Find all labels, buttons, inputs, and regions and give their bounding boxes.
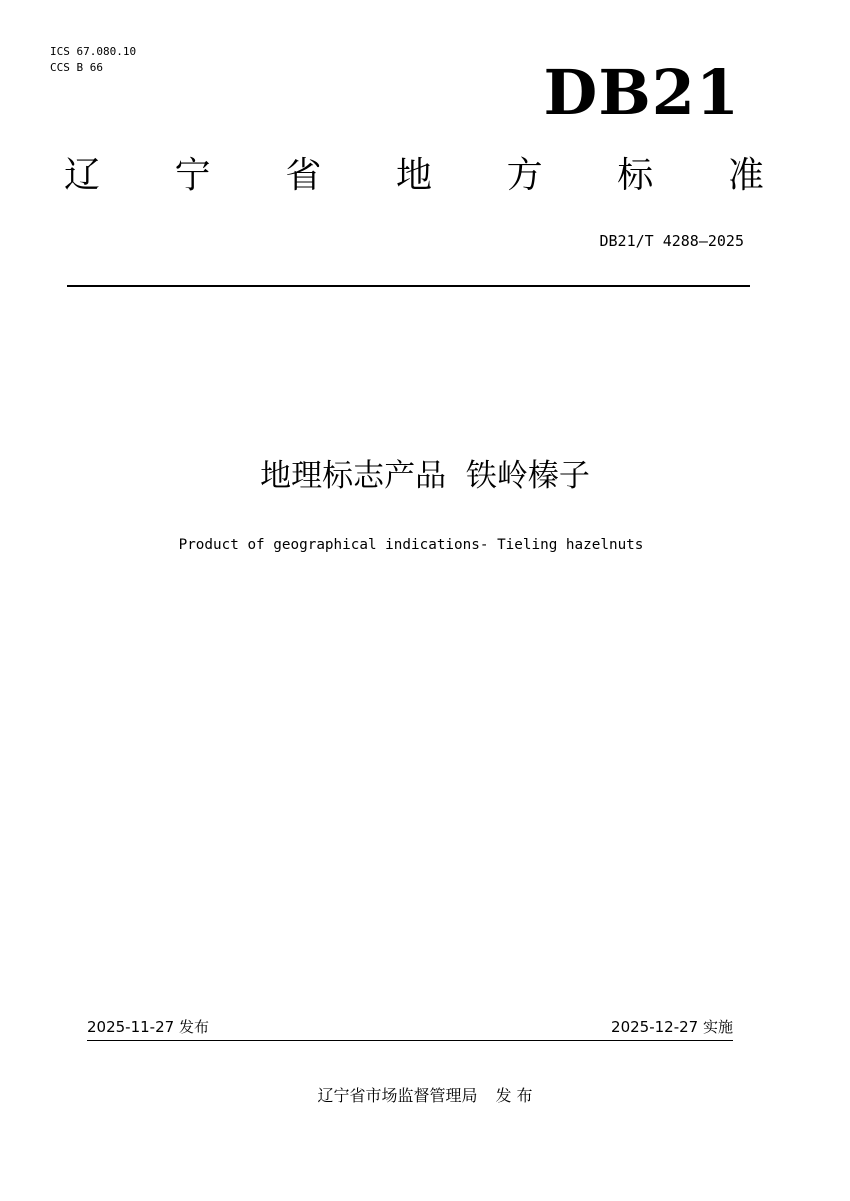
- issuer-line: [0, 1084, 850, 1108]
- issue-date: 2025-11-27 发布: [87, 1018, 209, 1036]
- standard-type-char: 准: [727, 155, 764, 196]
- header-divider: [67, 285, 750, 287]
- standard-type-char: 辽: [64, 155, 101, 196]
- classification-codes: [50, 44, 136, 76]
- standard-type-heading: [64, 152, 764, 200]
- standard-type-char: 标: [617, 155, 654, 196]
- date-row: [87, 1016, 733, 1041]
- document-title-english: Product of geographical indications- Tieling hazelnuts: [178, 537, 644, 553]
- document-title-chinese: 地理标志产品 铁岭榛子: [260, 458, 590, 494]
- standard-type-char: 地: [395, 155, 432, 196]
- standard-logo: DB21: [543, 56, 740, 129]
- issuer-organization: 辽宁省市场监督管理局: [317, 1086, 478, 1105]
- ics-code: ICS 67.080.10: [50, 45, 137, 58]
- standard-type-char: 宁: [174, 155, 211, 196]
- ccs-code: CCS B 66: [50, 61, 103, 74]
- implementation-date: 2025-12-27 实施: [611, 1018, 733, 1036]
- standard-type-char: 省: [285, 155, 322, 196]
- standard-number: DB21/T 4288—2025: [599, 232, 744, 250]
- standard-type-char: 方: [506, 155, 543, 196]
- issuer-action: 发 布: [495, 1086, 533, 1105]
